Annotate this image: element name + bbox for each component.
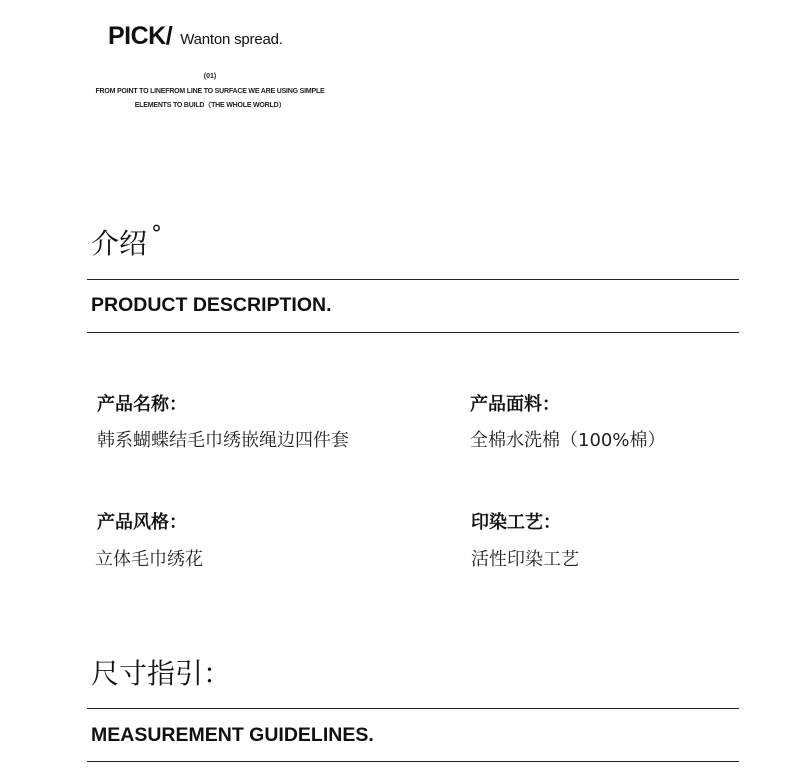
section-index: (01) — [203, 73, 217, 80]
product-description-heading: PRODUCT DESCRIPTION. — [91, 294, 332, 316]
product-fabric-value: 全棉水洗棉（100%棉） — [470, 430, 666, 451]
product-style-value: 立体毛巾绣花 — [95, 549, 203, 570]
degree-mark: ° — [151, 222, 163, 247]
product-name-value: 韩系蝴蝶结毛巾绣嵌绳边四件套 — [97, 430, 349, 451]
intro-title-text: 介绍 — [91, 227, 148, 260]
logo-mark: PICK/ — [108, 22, 173, 50]
measurement-title: 尺寸指引： — [91, 657, 232, 690]
tagline-line-2: ELEMENTS TO BUILD（THE WHOLE WORLD） — [134, 102, 286, 109]
divider — [87, 708, 739, 709]
product-name-label: 产品名称： — [97, 394, 187, 415]
divider — [87, 332, 739, 333]
divider — [87, 761, 739, 762]
intro-title — [91, 222, 162, 262]
tagline-line-1: FROM POINT TO LINEFROM LINE TO SURFACE WE ARE USING SIMPLE — [95, 88, 325, 95]
dyeing-process-label: 印染工艺： — [471, 512, 561, 533]
product-fabric-label: 产品面料： — [470, 394, 560, 415]
product-style-label: 产品风格： — [97, 512, 187, 533]
logo-slogan: Wanton spread. — [180, 31, 283, 48]
dyeing-process-value: 活性印染工艺 — [471, 549, 579, 570]
measurement-guidelines-heading: MEASUREMENT GUIDELINES. — [91, 724, 374, 746]
brand-logo — [108, 22, 283, 51]
divider — [87, 279, 739, 280]
